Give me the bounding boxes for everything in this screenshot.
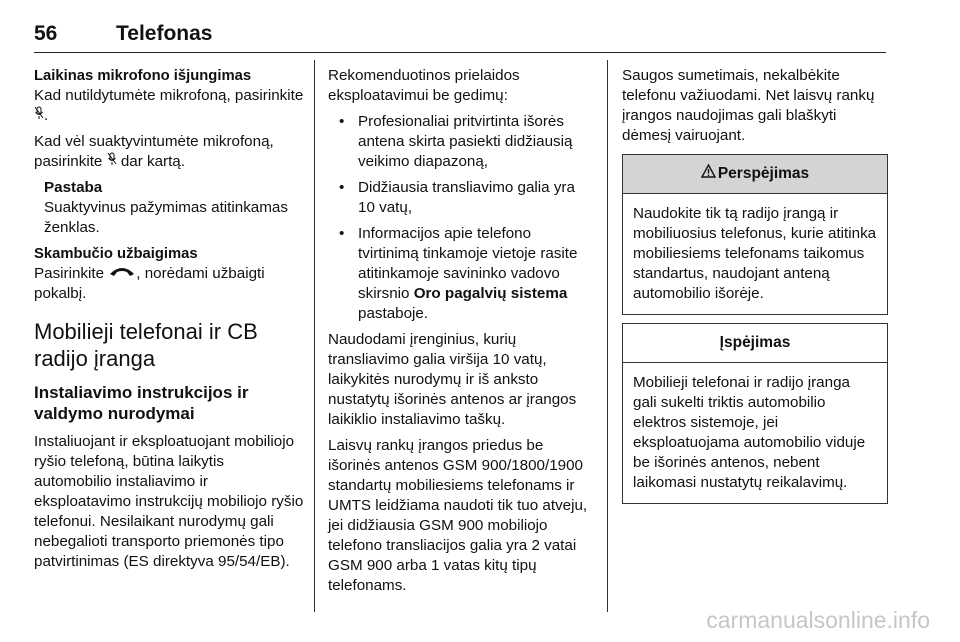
section-title: Mobilieji telefonai ir CB radijo įranga bbox=[34, 319, 258, 372]
warning-title: Perspėjimas bbox=[717, 165, 810, 182]
mic-p2-text: Kad vėl suaktyvintumėte mikrofoną, pasirinkite bbox=[34, 133, 274, 171]
note-title: Pastaba bbox=[44, 179, 103, 197]
warning-text: Naudokite tik tą radijo įrangą ir mobiliuosius telefonus, kurie atitinka mobiliesiems telefonams taikomus standartus, naudojant anteną automobilio išorėje. bbox=[633, 205, 877, 302]
watermark: carmanualsonline.info bbox=[706, 607, 930, 633]
mic-paragraph-1 bbox=[34, 86, 304, 126]
mic-p2-end: dar kartą. bbox=[116, 153, 185, 171]
mic-p1-text: Kad nutildytumėte mikrofoną, pasirinkite bbox=[34, 87, 304, 104]
page-number: 56 bbox=[34, 22, 58, 45]
airbag-reference-link[interactable]: Oro pagalvių sistema bbox=[413, 285, 568, 302]
mic-heading: Laikinas mikrofono išjungimas bbox=[34, 68, 252, 84]
install-paragraph: Instaliuojant ir eksploatuojant mobiliojo ryšio telefoną, būtina laikytis automobilio instaliavimo ir eksploatavimo instrukcijų mobiliojo ryšio telefonui. Nesilaikant nurodymų gali nebegalioti transporto priemonės tipo patvirtinimas (ES direktyva 95/54/EB). bbox=[34, 433, 304, 571]
page-header bbox=[34, 18, 886, 53]
bullet3-end: pastaboje. bbox=[358, 305, 429, 322]
caution-text: Mobilieji telefonai ir radijo įranga gali sukelti triktis automobilio elektros sistemoje, jei eksploatuojama automobilio viduje be išorinės antenos, nebent laikomasi nustatytų reikalavimų. bbox=[633, 374, 866, 491]
list-item: • Profesionaliai pritvirtinta išorės antena skirta pasiekti didžiausią veikimo diapazoną, bbox=[328, 112, 596, 172]
mic-p1-end: . bbox=[44, 107, 49, 125]
microphone-off-icon bbox=[34, 106, 44, 126]
hang-up-phone-icon bbox=[108, 264, 136, 284]
requirements-list bbox=[328, 112, 596, 324]
end-call-text-end: , norėdami užbaigti pokalbį. bbox=[34, 265, 265, 303]
column-divider-1 bbox=[314, 60, 315, 612]
end-call-text: Pasirinkite bbox=[34, 265, 109, 283]
page-title: Telefonas bbox=[116, 22, 213, 45]
handsfree-paragraph: Laisvų rankų įrangos priedus be išorinės antenos GSM 900/1800/1900 standartų mobiliesiems telefonams ir UMTS leidžiama naudoti tik tuo atveju, jei didžiausia GSM 900 mobiliojo telefono transliacijos galia yra 2 vatai GSM 900 arba 1 vatas kitų tipų telefonams. bbox=[328, 437, 588, 594]
column-divider-2 bbox=[607, 60, 608, 612]
subsection-title: Instaliavimo instrukcijos ir valdymo nurodymai bbox=[34, 383, 249, 424]
column-2 bbox=[328, 66, 596, 602]
column-3 bbox=[622, 66, 888, 504]
microphone-off-icon bbox=[107, 152, 117, 172]
warning-triangle-icon bbox=[701, 164, 716, 184]
requirements-intro: Rekomenduotinos prielaidos eksploatavimui be gedimų: bbox=[328, 67, 520, 104]
note-text: Suaktyvinus pažymimas atitinkamas ženklas. bbox=[44, 199, 288, 237]
warning-box bbox=[622, 154, 888, 315]
warning-header bbox=[623, 155, 887, 194]
column-1 bbox=[34, 66, 304, 578]
caution-title: Įspėjimas bbox=[719, 334, 791, 351]
bullet3-text: Informacijos apie telefono tvirtinimą tinkamoje vietoje rasite atitinkamoje savininko vadovo skirsnio bbox=[358, 225, 578, 302]
power-paragraph: Naudodami įrenginius, kurių transliavimo galia viršija 10 vatų, laikykitės nurodymų ir iš anksto nustatytų išorinės antenos ar įrangos laikiklio instaliavimo taškų. bbox=[328, 331, 577, 428]
end-call-heading: Skambučio užbaigimas bbox=[34, 246, 198, 263]
caution-box bbox=[622, 323, 888, 504]
note-block bbox=[34, 178, 304, 238]
list-item: • Didžiausia transliavimo galia yra 10 vatų, bbox=[328, 178, 596, 218]
list-item bbox=[328, 224, 596, 324]
end-call-paragraph bbox=[34, 264, 304, 304]
safety-paragraph: Saugos sumetimais, nekalbėkite telefonu važiuodami. Net laisvų rankų įrangos naudojimas gali blaškyti dėmesį vairuojant. bbox=[622, 67, 875, 144]
mic-paragraph-2 bbox=[34, 132, 304, 172]
caution-header bbox=[623, 324, 887, 363]
